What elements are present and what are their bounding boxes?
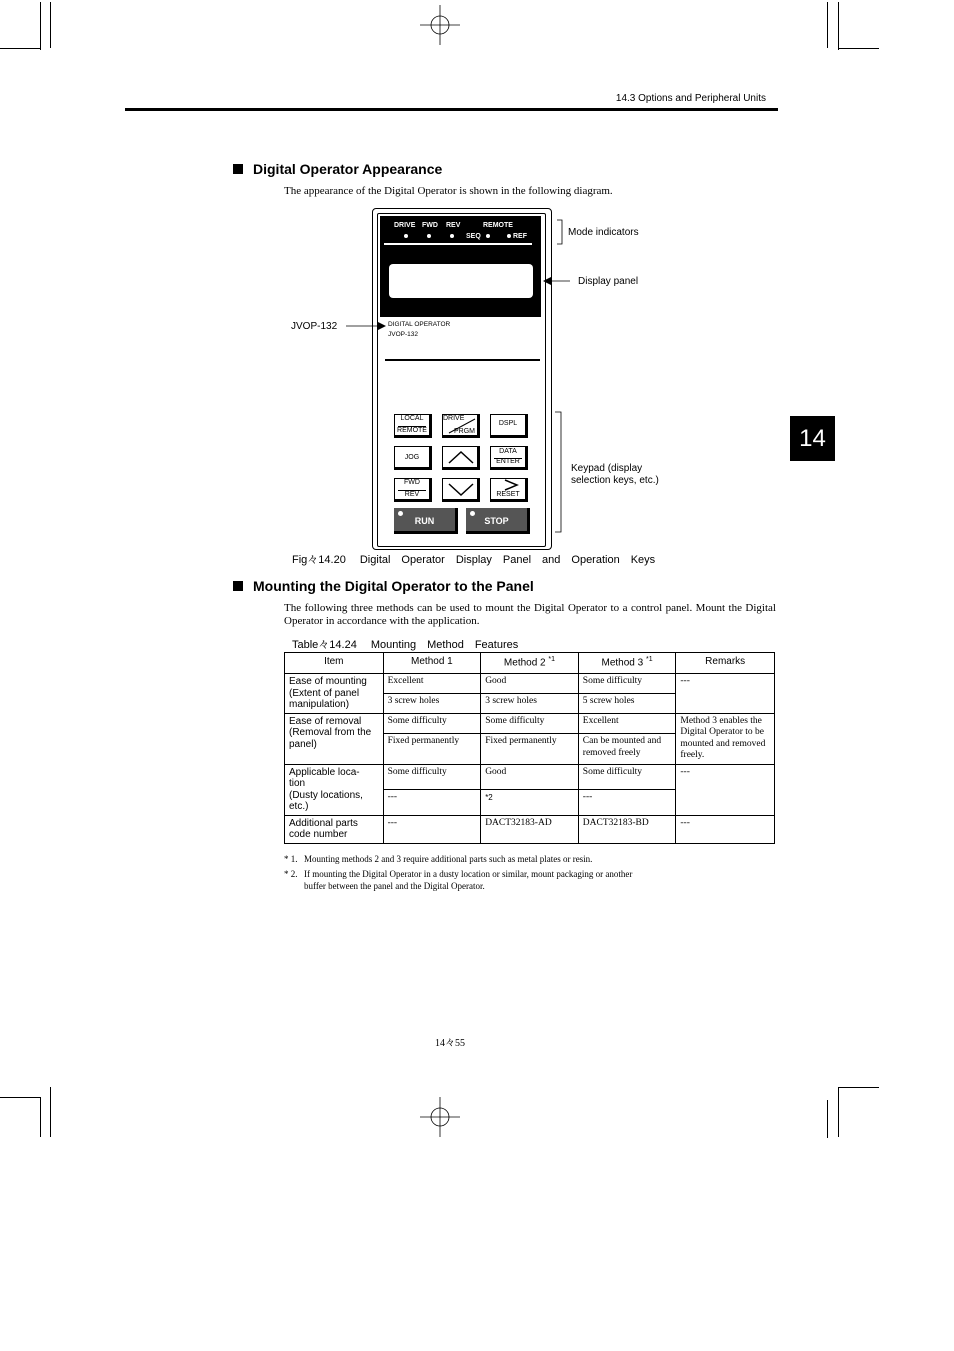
table-cell: DACT32183-AD <box>481 815 579 843</box>
table-cell: Some difficulty <box>481 713 579 734</box>
display-panel-label: Display panel <box>578 276 639 287</box>
table-cell: --- <box>676 815 775 843</box>
dspl-key[interactable]: DSPL <box>490 414 528 438</box>
table-header-row <box>285 653 775 674</box>
table-cell: Some difficulty <box>578 674 676 694</box>
table-cell: Good <box>481 764 579 790</box>
table-cell: Excellent <box>578 713 676 734</box>
table-cell: --- <box>578 790 676 816</box>
keypad-label-line1: Keypad (display <box>571 463 643 474</box>
table-cell: Fixed permanently <box>481 734 579 764</box>
mode-indicators-label: Mode indicators <box>568 227 639 238</box>
footnote-1: * 1. Mounting methods 2 and 3 require additional parts such as metal plates or resin. <box>284 854 593 864</box>
device-brand: DIGITAL OPERATOR <box>388 321 451 328</box>
table-cell: --- <box>383 815 481 843</box>
registration-mark-bottom <box>420 1097 460 1137</box>
fwd-rev-key[interactable]: FWD REV <box>394 478 432 502</box>
table-row <box>285 764 775 790</box>
run-key[interactable]: RUN <box>394 508 458 534</box>
table-cell: --- <box>676 674 775 714</box>
chapter-tab: 14 <box>790 416 835 461</box>
model-callout-label: JVOP-132 <box>291 321 338 332</box>
bullet-square-icon <box>233 164 243 174</box>
table-cell: Can be mounted and removed freely <box>578 734 676 764</box>
keypad-label-line2: selection keys, etc.) <box>571 475 659 486</box>
table-row <box>285 674 775 694</box>
table-cell: Good <box>481 674 579 694</box>
data-enter-key[interactable]: DATA ENTER <box>490 446 528 470</box>
jog-key[interactable]: JOG <box>394 446 432 470</box>
table-cell: Some difficulty <box>578 764 676 790</box>
local-remote-key[interactable]: LOCAL REMOTE <box>394 414 432 438</box>
row-item-location: Applicable loca- tion (Dusty locations, etc.) <box>285 764 384 815</box>
annotation-lines <box>340 210 570 540</box>
table-caption: Table々14.24 Mounting Method Features <box>292 639 519 651</box>
mode-rev-label: REV <box>446 222 461 229</box>
table-cell: --- <box>383 790 481 816</box>
mode-drive-label: DRIVE <box>394 222 416 229</box>
device-model: JVOP-132 <box>388 331 418 338</box>
running-header: 14.3 Options and Peripheral Units <box>615 93 766 104</box>
bullet-square-icon <box>233 581 243 591</box>
table-cell: 3 screw holes <box>481 693 579 713</box>
table-cell: 5 screw holes <box>578 693 676 713</box>
mode-seq-label: SEQ <box>466 233 481 240</box>
header-remarks: Remarks <box>676 653 775 674</box>
footnote-2: * 2. If mounting the Digital Operator in a dusty location or similar, mount packaging or another buffer between the panel and the Digital Operator. <box>284 869 633 891</box>
header-method1: Method 1 <box>383 653 481 674</box>
drive-prgm-key[interactable]: DRIVE PRGM <box>442 414 480 438</box>
mounting-method-table <box>284 652 775 844</box>
section-title-appearance: Digital Operator Appearance <box>233 161 442 177</box>
table-cell: DACT32183-BD <box>578 815 676 843</box>
header-method2: Method 2 $^{*1}$ <box>481 653 579 674</box>
page-number: 14々55 <box>435 1038 465 1049</box>
section-title-mounting: Mounting the Digital Operator to the Panel <box>233 578 534 594</box>
stop-key[interactable]: STOP <box>466 508 530 534</box>
table-cell: Method 3 enables the Digital Operator to be mounted and removed freely. <box>676 713 775 764</box>
row-item-ease-mounting: Ease of mounting (Extent of panel manipulation) <box>285 674 384 714</box>
table-cell: Fixed permanently <box>383 734 481 764</box>
header-rule <box>125 108 778 111</box>
mode-remote-label: REMOTE <box>483 222 513 229</box>
header-item: Item <box>285 653 384 674</box>
table-row <box>285 713 775 734</box>
table-cell: --- <box>676 764 775 815</box>
table-cell: 3 screw holes <box>383 693 481 713</box>
table-cell: Some difficulty <box>383 713 481 734</box>
table-cell: Some difficulty <box>383 764 481 790</box>
table-cell: Excellent <box>383 674 481 694</box>
row-item-ease-removal: Ease of removal (Removal from the panel) <box>285 713 384 764</box>
table-row <box>285 815 775 843</box>
row-item-parts: Additional parts code number <box>285 815 384 843</box>
reset-key[interactable]: RESET <box>490 478 528 502</box>
table-cell: *2 <box>481 790 579 816</box>
mode-ref-label: REF <box>513 233 527 240</box>
registration-mark-top <box>420 5 460 45</box>
appearance-intro: The appearance of the Digital Operator is shown in the following diagram. <box>284 185 613 197</box>
mode-fwd-label: FWD <box>422 222 438 229</box>
figure-caption: Fig々14.20 Digital Operator Display Panel and Operation Keys <box>292 554 656 566</box>
mounting-intro: The following three methods can be used to mount the Digital Operator to a control panel. Mount the Digital Operator in accordance with the application. <box>284 602 776 627</box>
header-method3: Method 3 $^{*1}$ <box>578 653 676 674</box>
